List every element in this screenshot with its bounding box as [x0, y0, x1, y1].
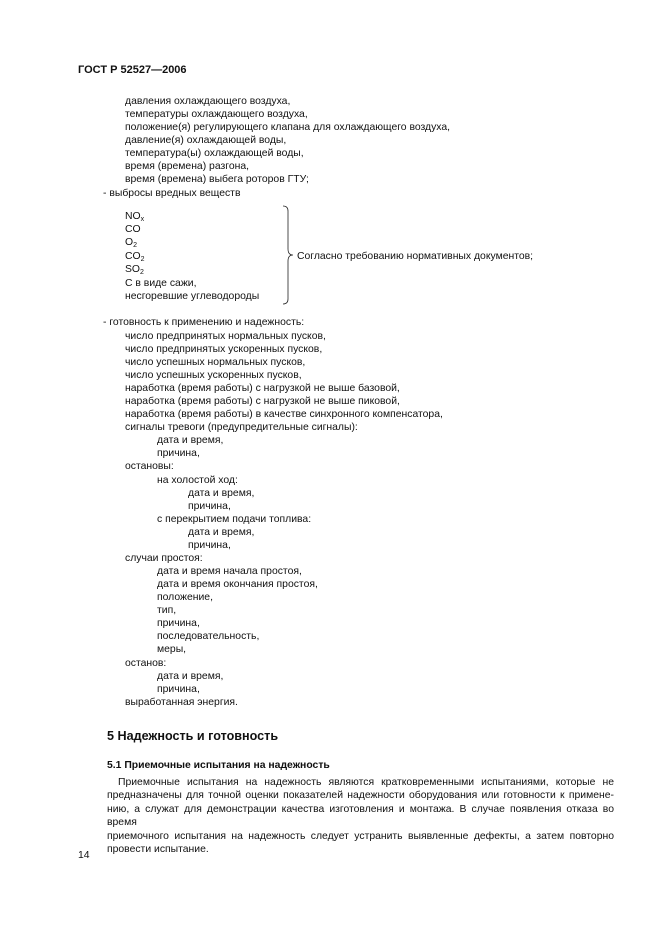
- list-item: давления охлаждающего воздуха,: [125, 96, 291, 107]
- section-title: 5 Надежность и готовность: [107, 729, 279, 743]
- emission-nox: $NO_x$: [125, 211, 145, 223]
- list-item: случаи простоя:: [125, 553, 203, 564]
- emissions-heading: - выбросы вредных веществ: [103, 188, 241, 199]
- emission-o2: $O_2$: [125, 237, 137, 249]
- list-item: причина,: [157, 684, 200, 695]
- readiness-heading: - готовность к применению и надежность:: [103, 317, 305, 328]
- emission-so2: $SO_2$: [125, 264, 144, 276]
- list-item: остановы:: [125, 461, 174, 472]
- list-item: положение(я) регулирующего клапана для охлаждающего воздуха,: [125, 122, 451, 133]
- list-item: число успешных нормальных пусков,: [125, 357, 306, 368]
- list-item: сигналы тревоги (предупредительные сигналы):: [125, 422, 358, 433]
- emission-co2: $CO_2$: [125, 251, 145, 263]
- list-item: дата и время начала простоя,: [157, 566, 302, 577]
- list-item: дата и время,: [157, 435, 224, 446]
- list-item: давление(я) охлаждающей воды,: [125, 135, 287, 146]
- list-item: дата и время,: [157, 671, 224, 682]
- list-item: дата и время,: [188, 488, 255, 499]
- list-item: на холостой ход:: [157, 475, 238, 486]
- list-item: причина,: [188, 501, 231, 512]
- emission-co: CO: [125, 224, 141, 235]
- paragraph-line: приемочного испытания на надежность следует устранить выявленные дефекты, а затем повторно: [107, 830, 614, 842]
- list-item: число предпринятых ускоренных пусков,: [125, 344, 323, 355]
- list-item: наработка (время работы) с нагрузкой не выше пиковой,: [125, 396, 400, 407]
- list-item: причина,: [188, 540, 231, 551]
- list-item: последовательность,: [157, 631, 260, 642]
- paragraph-line: нию, а служат для демонстрации качества изготовления и монтажа. В случае появления отказа во время: [107, 803, 614, 829]
- list-item: тип,: [157, 605, 177, 616]
- list-item: останов:: [125, 658, 167, 669]
- list-item: наработка (время работы) с нагрузкой не выше базовой,: [125, 383, 400, 394]
- list-item: положение,: [157, 592, 213, 603]
- list-item: причина,: [157, 618, 200, 629]
- right-brace-icon: [280, 205, 296, 305]
- list-item: число успешных ускоренных пусков,: [125, 370, 302, 381]
- list-item: время (времена) разгона,: [125, 161, 250, 172]
- list-item: дата и время окончания простоя,: [157, 579, 318, 590]
- page-number: 14: [78, 850, 90, 861]
- section-paragraph: [107, 776, 614, 856]
- emission-hydrocarbons: несгоревшие углеводороды: [125, 291, 260, 302]
- emission-soot: С в виде сажи,: [125, 278, 197, 289]
- list-item: температура(ы) охлаждающей воды,: [125, 148, 304, 159]
- list-item: наработка (время работы) в качестве синхронного компенсатора,: [125, 409, 443, 420]
- paragraph-line: предназначены для точной оценки показателей надежности оборудования или готовности к примене-: [107, 790, 614, 802]
- subsection-title: 5.1 Приемочные испытания на надежность: [107, 760, 330, 771]
- paragraph-line: провести испытание.: [107, 844, 209, 856]
- emissions-note: Согласно требованию нормативных документов;: [297, 251, 534, 262]
- list-item: причина,: [157, 448, 200, 459]
- list-item: выработанная энергия.: [125, 697, 238, 708]
- list-item: меры,: [157, 644, 187, 655]
- list-item: температуры охлаждающего воздуха,: [125, 109, 308, 120]
- list-item: с перекрытием подачи топлива:: [157, 514, 312, 525]
- list-item: число предпринятых нормальных пусков,: [125, 331, 326, 342]
- list-item: время (времена) выбега роторов ГТУ;: [125, 174, 309, 185]
- list-item: дата и время,: [188, 527, 255, 538]
- paragraph-line: Приемочные испытания на надежность являются кратковременными испытаниями, которые не: [118, 777, 614, 788]
- document-header: ГОСТ Р 52527—2006: [78, 64, 187, 76]
